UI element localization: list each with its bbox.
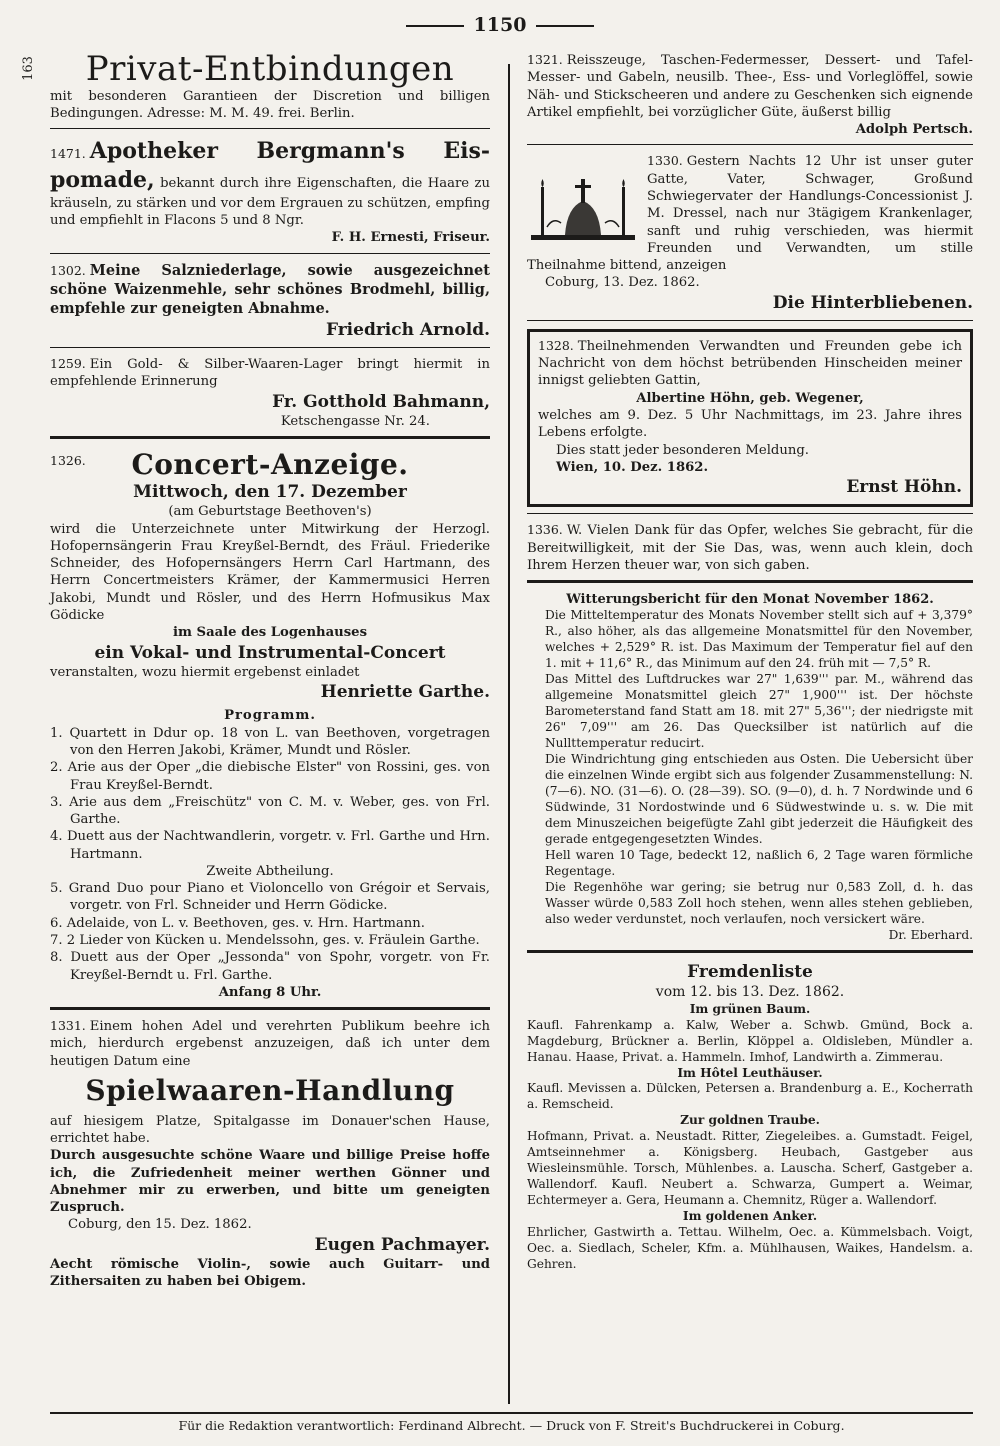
- guest-list: [527, 961, 973, 1273]
- deceased-name: Albertine Höhn, geb. Wegener,: [636, 390, 864, 406]
- weather-title: Witterungsbericht für den Monat November 1862.: [566, 592, 934, 608]
- ad-death-hoehn: [527, 329, 973, 508]
- program-part2-title: Zweite Abtheilung.: [206, 863, 334, 879]
- program-item: 2. Arie aus der Oper „die diebische Elster" von Rossini, ges. von Frau Kreyßel-Berndt.: [50, 760, 490, 793]
- ad-place: Wien, 10. Dez. 1862.: [556, 459, 709, 475]
- program-list-2: [50, 880, 490, 984]
- ad-text: Ein Gold- & Silber-Waaren-Lager bringt hiermit in empfehlende Erinnerung: [50, 356, 490, 390]
- ad-bergmann-pomade: [50, 137, 490, 246]
- program-item: 7. 2 Lieder von Kücken u. Mendelssohn, ges. v. Fräulein Garthe.: [50, 933, 480, 949]
- ad-private-births: [20, 49, 490, 122]
- weather-paragraph: Die Mitteltemperatur des Monats November stellt sich auf + 3,379° R., also höher, als das allgemeine Monatsmittel für den November, welches + 2,529° R. ist. Das Maximum der Temperatur fiel auf den 1. mit + 11,6° R., das Minimum auf den 24. früh mit — 7,5° R.: [545, 608, 973, 671]
- ad-signature: Fr. Gotthold Bahmann,: [272, 391, 490, 412]
- ad-number: 1336.: [527, 522, 563, 538]
- weather-report: [527, 591, 973, 944]
- mourning-emblem-icon: [527, 157, 639, 243]
- ad-title: Privat-Entbindungen: [85, 49, 455, 89]
- ad-text: auf hiesigem Platze, Spitalgasse im Donauer'schen Hause, errichtet habe.: [50, 1113, 490, 1146]
- ad-text: Reisszeuge, Taschen-Federmesser, Dessert- und Tafel-Messer- und Gabeln, neusilb. Thee-, Ess- und Vorleglöffel, sowie Näh- und Stickscheeren und andere zu Geschenken sich eignende Artikel empfiehlt, bei vorzüglicher Güte, äußerst billig: [527, 53, 973, 120]
- program-item: 1. Quartett in Ddur op. 18 von L. van Beethoven, vorgetragen von den Herren Jakobi, Krämer, Mundt und Rösler.: [50, 725, 490, 758]
- program-item: 4. Duett aus der Nachtwandlerin, vorgetr. v. Frl. Garthe und Hrn. Hartmann.: [50, 829, 490, 862]
- side-number: 163: [20, 56, 36, 81]
- ad-text: Aecht römische Violin-, sowie auch Guitarr- und Zithersaiten zu haben bei Obigem.: [50, 1256, 490, 1290]
- hotel-name: Im grünen Baum.: [689, 1001, 811, 1016]
- page-footer: Für die Redaktion verantwortlich: Ferdinand Albrecht. — Druck von F. Streit's Buchdruckerei in Coburg.: [50, 1412, 973, 1433]
- ad-toy-shop: [50, 1018, 490, 1290]
- concert-venue: im Saale des Logenhauses: [172, 625, 367, 641]
- ad-death-dressel: [527, 153, 973, 314]
- ad-gold-silver: [50, 356, 490, 430]
- program-list: [50, 725, 490, 863]
- concert-signature: Henriette Garthe.: [320, 682, 490, 703]
- ad-text: mit besonderen Garantieen der Discretion und billigen Bedingungen. Adresse: M. M. 49. frei. Berlin.: [50, 88, 490, 121]
- concert-title: Concert-Anzeige.: [131, 448, 409, 482]
- program-item: 3. Arie aus dem „Freischütz" von C. M. v. Weber, ges. von Frl. Garthe.: [50, 794, 490, 828]
- program-title: Programm.: [224, 708, 316, 724]
- hotel-guests: Ehrlicher, Gastwirth a. Tettau. Wilhelm, Oec. a. Kümmelsbach. Voigt, Oec. a. Siedlach, Scheler, Kfm. a. Mühlhausen, Waikes, Handelsm. a. Gehren.: [527, 1225, 973, 1272]
- ad-number: 1328.: [538, 337, 574, 353]
- ad-number: 1331.: [50, 1018, 86, 1034]
- concert-date: Mittwoch, den 17. Dezember: [133, 482, 407, 503]
- ad-text: welches am 9. Dez. 5 Uhr Nachmittags, im 23. Jahre ihres Lebens erfolgte.: [538, 408, 962, 441]
- hotel-name: Zur goldnen Traube.: [680, 1113, 820, 1128]
- hotel-guests: Kaufl. Mevissen a. Dülcken, Petersen a. Brandenburg a. E., Kocherrath a. Remscheid.: [527, 1081, 973, 1112]
- ad-number: 1330.: [647, 153, 683, 169]
- ad-signature: F. H. Ernesti, Friseur.: [331, 230, 490, 246]
- ad-address: Ketschengasse Nr. 24.: [280, 413, 430, 429]
- ad-number: 1302.: [50, 262, 86, 278]
- ad-signature: Friedrich Arnold.: [325, 319, 490, 340]
- ad-title: Apotheker Bergmann's Eis-pomade,: [50, 138, 490, 194]
- concert-occasion: (am Geburtstage Beethoven's): [168, 504, 372, 520]
- concert-start: Anfang 8 Uhr.: [218, 984, 322, 1000]
- right-column: [527, 52, 973, 1273]
- shop-name: Spielwaaren-Handlung: [85, 1074, 455, 1107]
- ad-salt-store: [50, 262, 490, 341]
- hotel-name: Im Hôtel Leuthäuser.: [677, 1065, 823, 1080]
- ad-text: Theilnehmenden Verwandten und Freunden gebe ich Nachricht von dem höchst betrübenden Hinscheiden meiner innigst geliebten Gattin,: [538, 338, 962, 389]
- ad-text: Dies statt jeder besonderen Meldung.: [556, 442, 809, 458]
- program-item: 5. Grand Duo pour Piano et Violoncello von Grégoir et Servais, vorgetr. von Frl. Schneider und Herrn Gödicke.: [50, 881, 490, 914]
- column-divider: [508, 64, 510, 1404]
- weather-signature: Dr. Eberhard.: [888, 927, 973, 942]
- concert-text: wird die Unterzeichnete unter Mitwirkung der Herzogl. Hofopernsängerin Frau Kreyßel-Berndt, des Fräul. Friederike Schneider, des Hofopernsängers Herrn Carl Hartmann, des Herrn Concertmeisters Krämer, der Kammermusici Herren Jakobi, Mundt und Rösler, und des Herrn Hofmusikus Max Gödicke: [50, 521, 490, 623]
- hotel-guests: Hofmann, Privat. a. Neustadt. Ritter, Ziegeleibes. a. Gumstadt. Feigel, Amtseinnehmer a. Königsberg. Heubach, Gastgeber aus Wiesleinsmühle. Torsch, Mühlenbes. a. Lauscha. Scherf, Gastgeber a. Wallendorf. Kaufl. Neubert a. Schwarza, Gumpert a. Weimar, Echtermeyer a. Gera, Heumann a. Chemnitz, Rüger a. Wallendorf.: [527, 1129, 973, 1208]
- ad-signature: Die Hinterbliebenen.: [772, 292, 973, 313]
- weather-paragraph: Die Regenhöhe war gering; sie betrug nur 0,583 Zoll, d. h. das Wasser würde 0,583 Zoll hoch stehen, wenn alles stehen geblieben, also weder verdunstet, noch verlaufen, noch versickert wäre.: [545, 880, 973, 926]
- ad-date: Coburg, den 15. Dez. 1862.: [68, 1217, 252, 1233]
- ad-concert: [50, 447, 490, 1001]
- ad-signature: Eugen Pachmayer.: [314, 1234, 490, 1255]
- ad-number: 1259.: [50, 355, 86, 371]
- ad-date: Coburg, 13. Dez. 1862.: [545, 275, 700, 291]
- ad-text: W. Vielen Dank für das Opfer, welches Sie gebracht, für die Bereitwilligkeit, mit der Sie Das, was, wenn auch klein, doch Ihrem Herzen theuer war, von sich gaben.: [527, 523, 973, 573]
- ad-cutlery: [527, 52, 973, 138]
- ad-text: Meine Salzniederlage, sowie ausgezeichnet schöne Waizenmehle, sehr schönes Brodmehl, billig, empfehle zur geneigten Abnahme.: [50, 261, 490, 317]
- guest-list-title: Fremdenliste: [687, 961, 813, 982]
- ad-text: Durch ausgesuchte schöne Waare und billige Preise hoffe ich, die Zufriedenheit meiner werthen Gönner und Abnehmer mir zu erwerben, und bitte um geneigten Zuspruch.: [50, 1148, 490, 1216]
- weather-paragraph: Hell waren 10 Tage, bedeckt 12, naßlich 6, 2 Tage waren förmliche Regentage.: [545, 848, 973, 879]
- hotel-name: Im goldenen Anker.: [682, 1209, 818, 1224]
- weather-paragraph: Die Windrichtung ging entschieden aus Osten. Die Uebersicht über die einzelnen Winde ergibt sich aus folgender Zusammenstellung: N. (7—6). NO. (31—6). O. (28—39). SO. (9—0), d. h. 7 Nordwinde und 6 Südwinde, 31 Nordostwinde und 6 Südwestwinde u. s. w. Die mit dem Minuszeichen beigefügte Zahl gibt jederzeit die Häufigkeit des gerade entgegengesetzten Windes.: [545, 752, 973, 847]
- guest-list-period: vom 12. bis 13. Dez. 1862.: [655, 984, 845, 1001]
- ad-number: 1471.: [50, 146, 86, 162]
- ad-text: Gestern Nachts 12 Uhr ist unser guter Gatte, Vater, Schwager, Großund Schwiegervater der Handlungs-Concessionist J. M. Dressel, nach nur 3tägigem Krankenlager, sanft und ruhig verschieden, was hiermit Freunden und Verwandten, um stille Theilnahme bittend, anzeigen: [527, 154, 973, 274]
- program-item: 8. Duett aus der Oper „Jessonda" von Spohr, vorgetr. von Fr. Kreyßel-Berndt u. Frl. Garthe.: [50, 950, 490, 983]
- ad-signature: Adolph Pertsch.: [855, 122, 973, 138]
- program-item: 6. Adelaide, von L. v. Beethoven, ges. v. Hrn. Hartmann.: [50, 915, 425, 931]
- hotel-guests: Kaufl. Fahrenkamp a. Kalw, Weber a. Schwb. Gmünd, Bock a. Magdeburg, Brückner a. Berlin, Klöppel a. Oldisleben, Mündler a. Hanau. Haase, Privat. a. Hammeln. Imhof, Landwirth a. Zimmerau.: [527, 1017, 973, 1064]
- concert-text2: veranstalten, wozu hiermit ergebenst einladet: [50, 664, 360, 680]
- ad-number: 1326.: [50, 453, 86, 469]
- concert-name: ein Vokal- und Instrumental-Concert: [94, 642, 446, 663]
- page-number: 1150: [0, 14, 1000, 36]
- ad-text: bekannt durch ihre Eigenschaften, die Haare zu kräuseln, zu stärken und vor dem Ergrauen zu schützen, empfing und empfiehlt in Flacons 5 und 8 Ngr.: [50, 176, 490, 229]
- left-column: [20, 49, 490, 1290]
- weather-paragraph: Das Mittel des Luftdruckes war 27" 1,639''' par. M., während das allgemeine Monatsmittel gleich 27" 1,900''' ist. Der höchste Barometerstand fand Statt am 18. mit 27" 5,36'''; der niedrigste mit 26" 7,09''' am 26. Das Quecksilber ist natürlich auf die Nullttemperatur reducirt.: [545, 672, 973, 751]
- ad-text: Einem hohen Adel und verehrten Publikum beehre ich mich, hierdurch ergebenst anzuzeigen, daß ich unter dem heutigen Datum eine: [50, 1019, 490, 1069]
- ad-thanks: [527, 522, 973, 574]
- ad-signature: Ernst Höhn.: [846, 477, 962, 498]
- ad-number: 1321.: [527, 52, 563, 67]
